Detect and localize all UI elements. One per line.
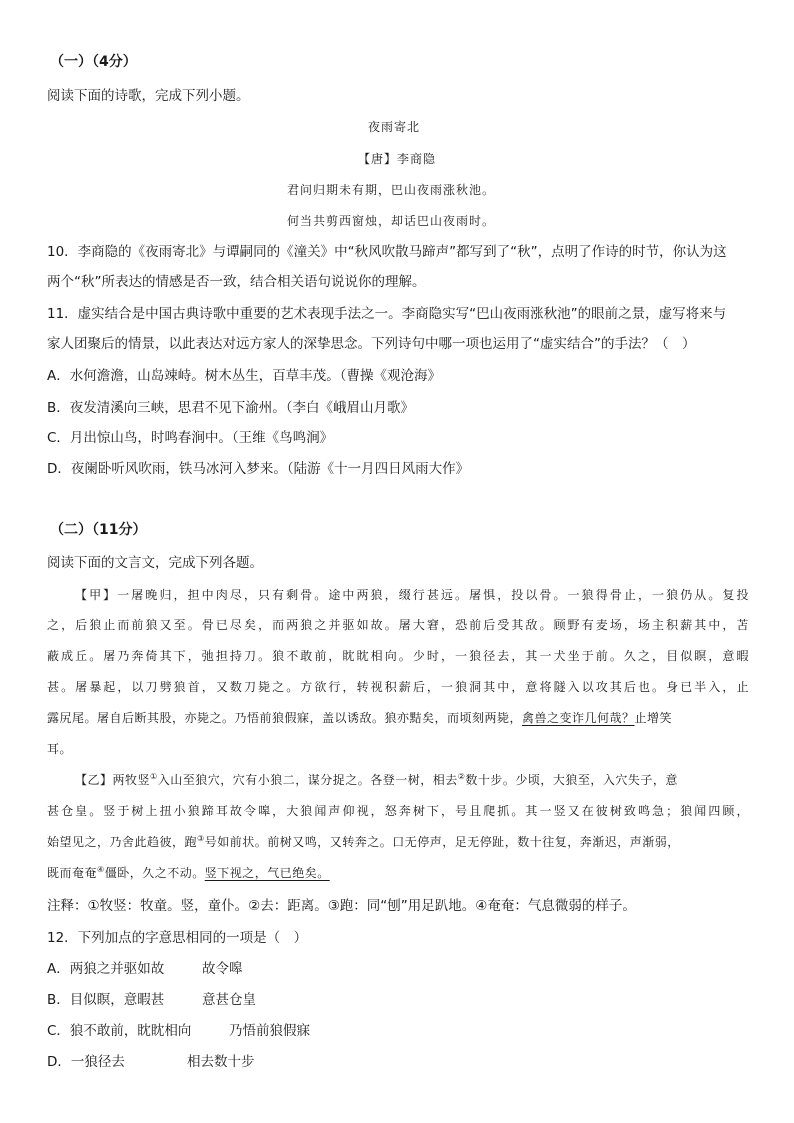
q12-option-a-right: 故令嗥 xyxy=(202,961,243,977)
passage-yi-line-3-a: 始望见之，乃舍此趋彼，跑 xyxy=(47,835,198,849)
poem-title: 夜雨寄北 xyxy=(368,120,421,134)
passage-jia-line-5-tail: 止增笑 xyxy=(634,711,673,725)
passage-jia-line-6: 耳。 xyxy=(47,742,73,756)
passage-yi-line-4-b: 僵卧，久之不动。 xyxy=(104,866,205,880)
note-marker-4: ④ xyxy=(97,865,105,874)
poem-line-2: 何当共剪西窗烛，却话巴山夜雨时。 xyxy=(287,214,496,228)
underlined-sentence-jia: 禽兽之变诈几何哉？ xyxy=(522,711,635,725)
q11-line-2: 家人团聚后的情景，以此表达对远方家人的深挚思念。下列诗句中哪一项也运用了“虚实结合”的手法？（ ） xyxy=(47,336,696,352)
passage-jia-line-5 xyxy=(47,709,672,727)
passage-yi-line-1 xyxy=(75,771,678,789)
section2-heading: （二）（11分） xyxy=(50,522,147,538)
passage-jia-line-1: 【甲】一屠晚归，担中肉尽，只有剩骨。途中两狼，缀行甚远。屠惧，投以骨。一狼得骨止，一狼仍从。复投 xyxy=(75,588,749,602)
section2-instruction: 阅读下面的文言文，完成下列各题。 xyxy=(47,555,263,571)
poem-line-1: 君问归期未有期，巴山夜雨涨秋池。 xyxy=(287,183,496,197)
q12-option-c-left: C．狼不敢前，眈眈相向 xyxy=(47,1023,192,1039)
poem-author: 【唐】李商隐 xyxy=(358,152,437,166)
q10-line-2: 两个“秋”所表达的情感是否一致，结合相关语句说说你的理解。 xyxy=(47,274,426,290)
passage-yi-line-3-b: 号如前状。前树又鸣，又转奔之。口无停声，足无停趾，数十往复，奔渐迟，声渐弱， xyxy=(204,835,680,849)
underlined-sentence-yi: 竖下视之，气已绝矣。 xyxy=(204,866,330,880)
q11-option-c: C．月出惊山鸟，时鸣春涧中。（王维《鸟鸣涧》 xyxy=(47,430,334,446)
q12-option-a xyxy=(47,960,243,978)
q12-option-b-left: B．目似瞑，意暇甚 xyxy=(47,992,165,1008)
q12-stem: 12．下列加点的字意思相同的一项是（ ） xyxy=(47,930,308,946)
q12-option-a-left: A．两狼之并驱如故 xyxy=(47,961,165,977)
section1-heading: （一）（4分） xyxy=(50,54,137,70)
passage-yi-line-2: 甚仓皇。竖于树上扭小狼蹄耳故令嗥，大狼闻声仰视，怒奔树下，号且爬抓。其一竖又在彼树致鸣急；狼闻四顾， xyxy=(47,804,749,818)
passage-jia-line-5-text: 露尻尾。屠自后断其股，亦毙之。乃悟前狼假寐，盖以诱敌。狼亦黠矣，而顷刻两毙， xyxy=(47,711,523,725)
q12-option-d xyxy=(47,1053,255,1071)
passage-jia-line-3: 蔽成丘。屠乃奔倚其下，弛担持刀。狼不敢前，眈眈相向。少时，一狼径去，其一犬坐于前。久之，目似瞑，意暇 xyxy=(47,649,749,663)
passage-yi-line-1-b: 入山至狼穴，穴有小狼二，谋分捉之。各登一树，相去 xyxy=(157,773,458,787)
passage-yi-line-1-c: 数十步。少顷，大狼至，入穴失子，意 xyxy=(465,773,678,787)
q11-option-a: A．水何澹澹，山岛竦峙。树木丛生，百草丰茂。（曹操《观沧海》 xyxy=(47,368,441,384)
q12-option-c xyxy=(47,1022,310,1040)
q12-option-d-left: D．一狼径去 xyxy=(47,1054,125,1070)
q10-line-1: 10．李商隐的《夜雨寄北》与谭嗣同的《潼关》中“秋风吹散马蹄声”都写到了“秋”，点明了作诗的时节，你认为这 xyxy=(47,244,727,260)
q11-line-1: 11．虚实结合是中国古典诗歌中重要的艺术表现手法之一。李商隐实写“巴山夜雨涨秋池”的眼前之景，虚写将来与 xyxy=(47,306,727,322)
passage-yi-line-1-a: 【乙】两牧竖 xyxy=(75,773,151,787)
passage-yi-line-4 xyxy=(47,864,330,882)
q12-option-d-right: 相去数十步 xyxy=(187,1054,255,1070)
passage-yi-line-3 xyxy=(47,833,680,851)
q12-option-b xyxy=(47,991,256,1009)
q12-option-b-right: 意甚仓皇 xyxy=(202,992,256,1008)
q11-option-b: B．夜发清溪向三峡，思君不见下渝州。（李白《峨眉山月歌》 xyxy=(47,400,415,416)
passage-jia-line-2: 之，后狼止而前狼又至。骨已尽矣，而两狼之并驱如故。屠大窘，恐前后受其敌。顾野有麦场，场主积薪其中，苫 xyxy=(47,618,749,632)
q11-option-d: D．夜阑卧听风吹雨，铁马冰河入梦来。（陆游《十一月四日风雨大作》 xyxy=(47,461,470,477)
note-marker-3: ③ xyxy=(197,834,205,843)
annotations: 注释：①牧竖：牧童。竖，童仆。②去：距离。③跑：同“刨”用足趴地。④奄奄：气息微弱的样子。 xyxy=(47,898,636,914)
passage-yi-line-4-a: 既而奄奄 xyxy=(47,866,98,880)
q12-option-c-right: 乃悟前狼假寐 xyxy=(229,1023,310,1039)
section1-instruction: 阅读下面的诗歌，完成下列小题。 xyxy=(47,88,250,104)
note-marker-2: ② xyxy=(457,772,466,781)
note-marker-1: ① xyxy=(150,772,158,781)
passage-jia-line-4: 甚。屠暴起，以刀劈狼首，又数刀毙之。方欲行，转视积薪后，一狼洞其中，意将隧入以攻其后也。身已半入，止 xyxy=(47,680,749,694)
